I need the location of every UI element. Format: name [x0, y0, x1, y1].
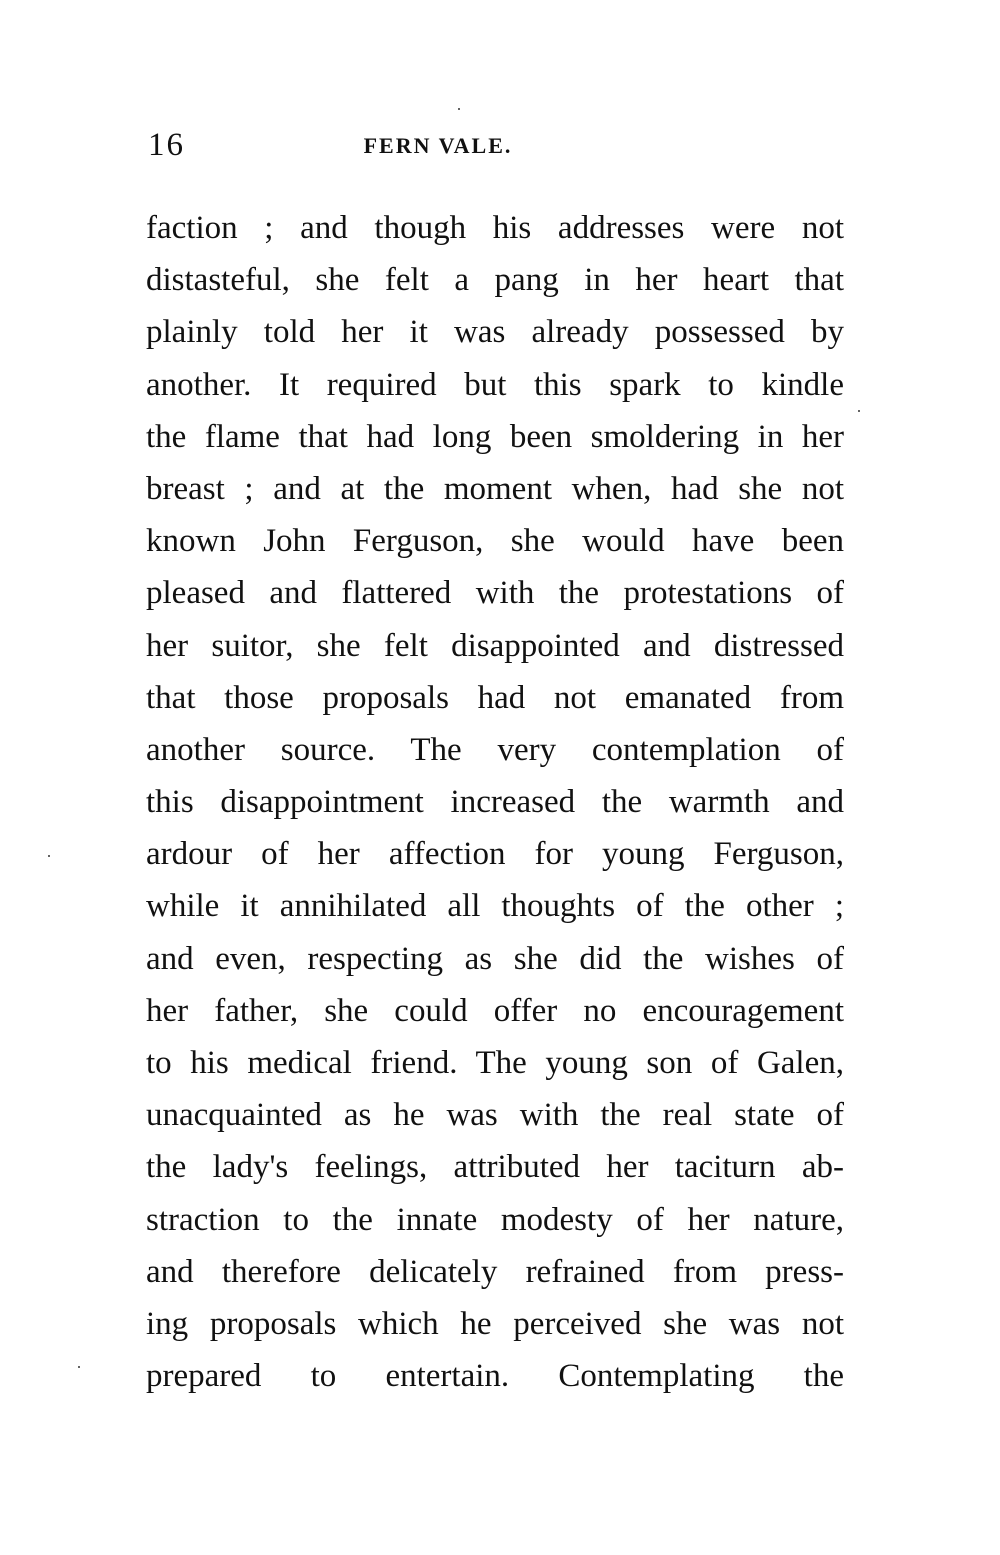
text-line: while it annihilated all thoughts of the other ; — [146, 888, 844, 925]
text-line: the lady's feelings, attributed her taciturn ab- — [146, 1149, 844, 1186]
text-line: this disappointment increased the warmth and — [146, 784, 844, 821]
text-line: her suitor, she felt disappointed and distressed — [146, 627, 844, 664]
text-line: and therefore delicately refrained from press- — [146, 1253, 844, 1290]
running-title: FERN VALE. — [363, 133, 513, 158]
text-line: prepared to entertain. Contemplating the — [146, 1358, 844, 1395]
scan-speck — [48, 855, 50, 857]
text-line: breast ; and at the moment when, had she not — [146, 470, 844, 507]
scan-speck — [78, 1366, 80, 1368]
scan-speck — [858, 410, 860, 412]
text-line: pleased and flattered with the protestations of — [146, 575, 844, 612]
text-line: straction to the innate modesty of her nature, — [146, 1201, 844, 1238]
text-line: another source. The very contemplation of — [146, 731, 844, 768]
text-line: the flame that had long been smoldering in her — [146, 418, 844, 455]
page-header — [148, 120, 842, 170]
text-line: her father, she could offer no encouragement — [146, 992, 844, 1029]
text-line: ardour of her affection for young Ferguson, — [146, 836, 844, 873]
body-text — [146, 202, 844, 1402]
text-line: another. It required but this spark to kindle — [146, 366, 844, 403]
text-line: unacquainted as he was with the real state of — [146, 1097, 844, 1134]
text-line: and even, respecting as she did the wishes of — [146, 940, 844, 977]
text-line: that those proposals had not emanated from — [146, 679, 844, 716]
text-line: known John Ferguson, she would have been — [146, 523, 844, 560]
page-number: 16 — [148, 127, 185, 163]
text-line: faction ; and though his addresses were not — [146, 210, 844, 246]
text-line: distasteful, she felt a pang in her heart that — [146, 262, 844, 299]
scan-speck — [458, 108, 460, 110]
text-line: ing proposals which he perceived she was not — [146, 1305, 844, 1342]
text-line: to his medical friend. The young son of Galen, — [146, 1045, 844, 1081]
text-line: plainly told her it was already possessed by — [146, 314, 844, 351]
